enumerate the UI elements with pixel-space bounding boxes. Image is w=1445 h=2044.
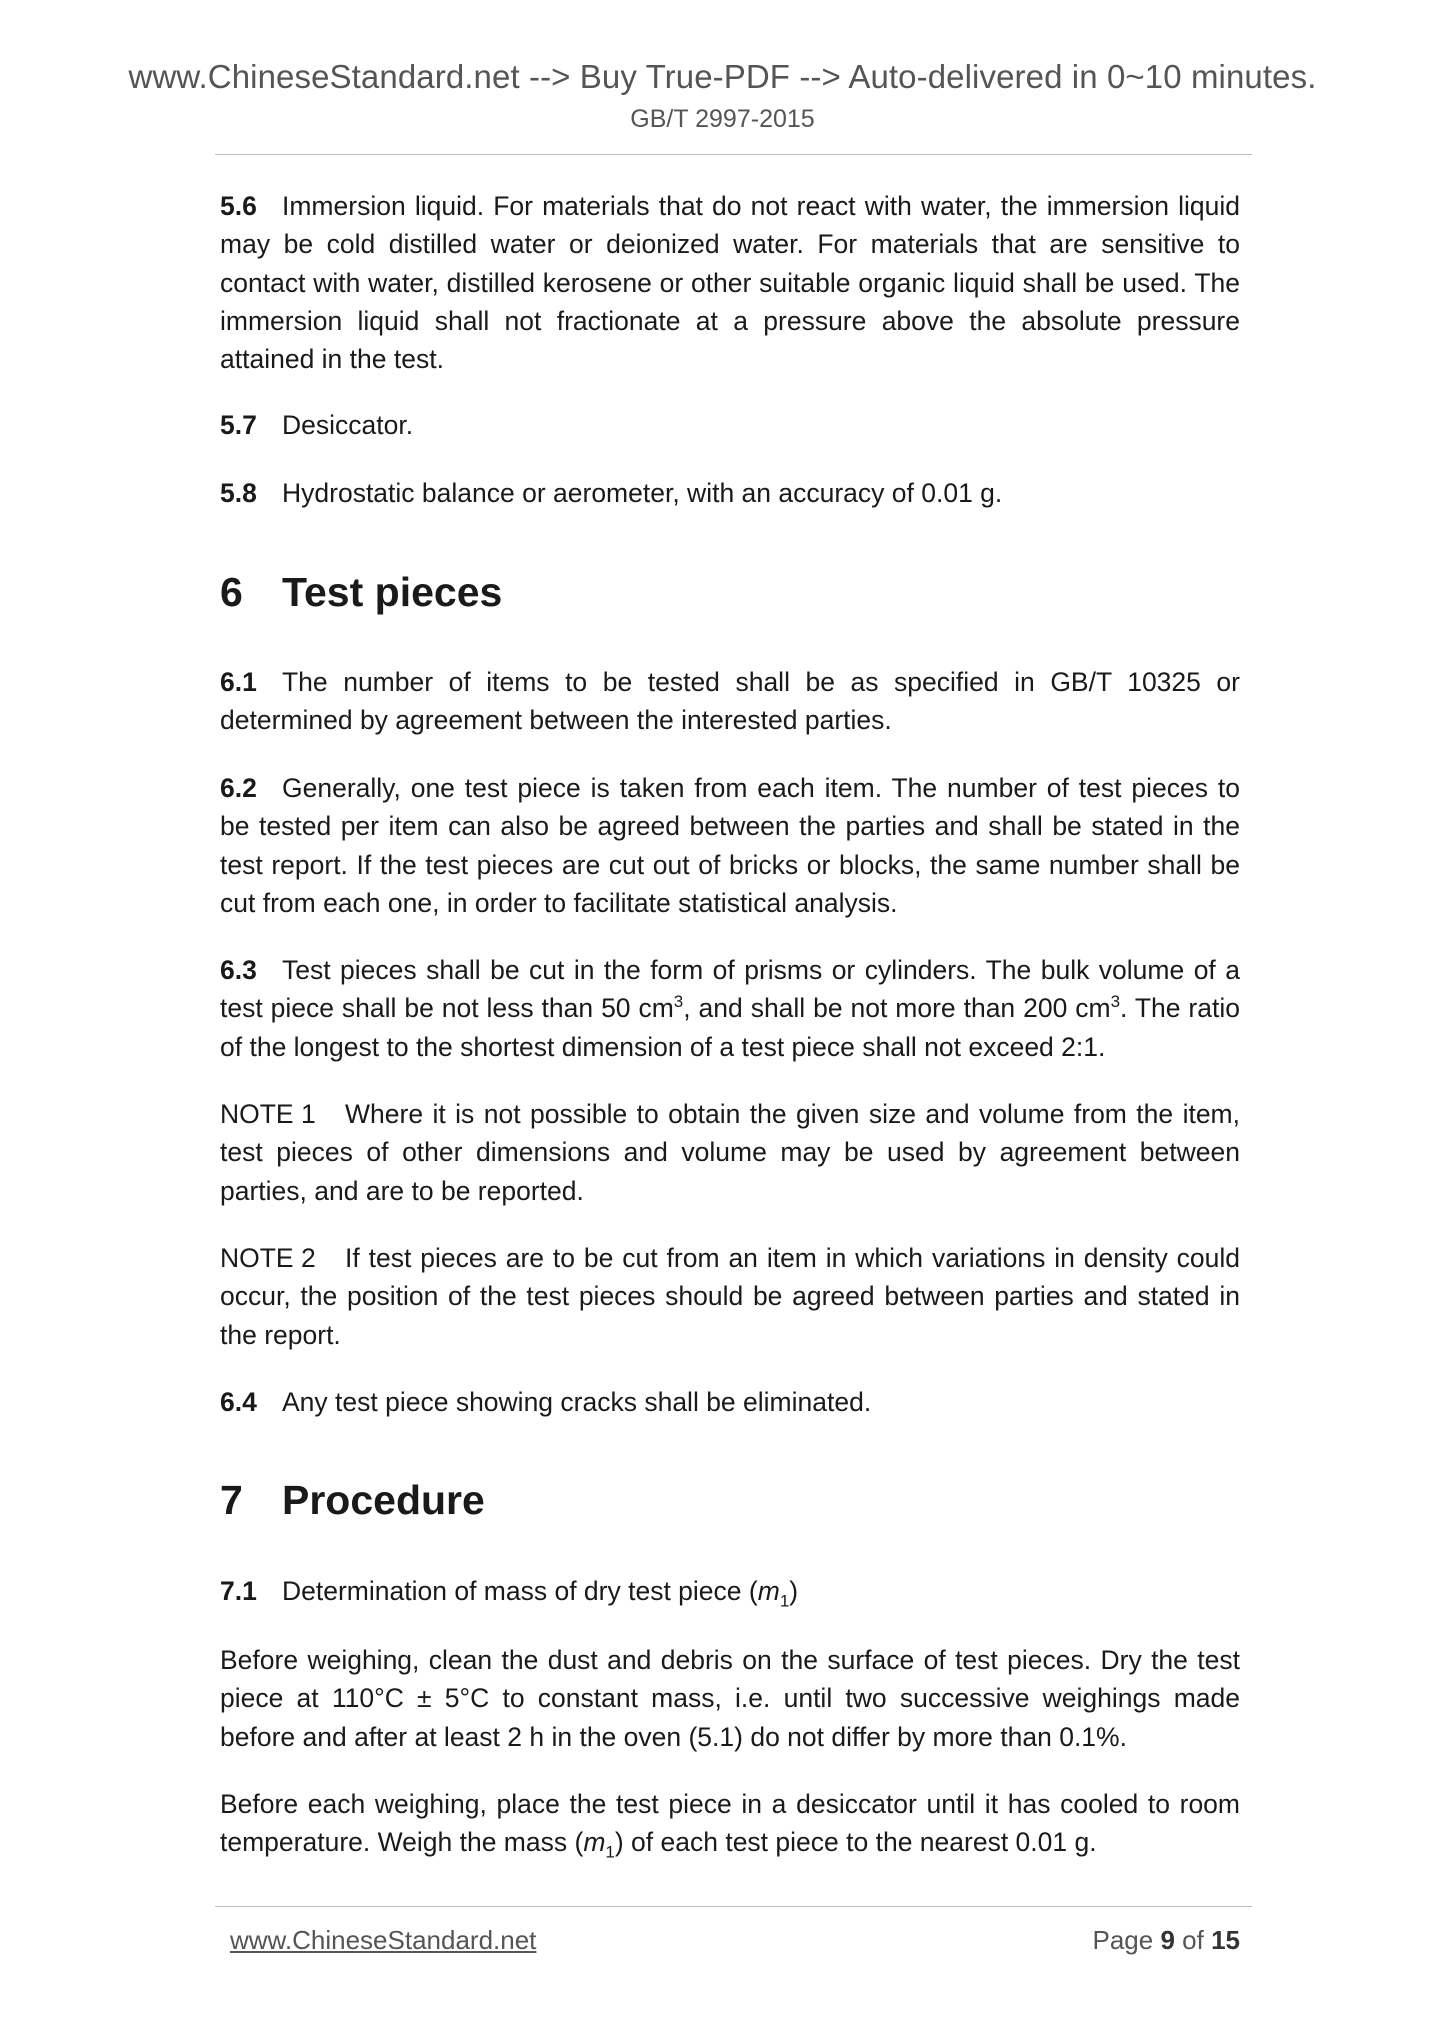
note-label: NOTE 2 <box>220 1243 316 1273</box>
paragraph-text: Before weighing, clean the dust and debris on the surface of test pieces. Dry the test piece at 110°C ± 5°C to constant mass, i.e. until two successive weighings made before and after at least 2 h in the oven (5.1) do not differ by more than 0.1%. <box>220 1645 1240 1752</box>
superscript: 3 <box>1110 992 1121 1012</box>
clause-number: 6.4 <box>220 1387 257 1417</box>
clause-number: 5.6 <box>220 191 257 221</box>
variable-m: m <box>757 1576 780 1606</box>
paragraph-text-part: ) of each test piece to the nearest 0.01 g. <box>614 1827 1097 1858</box>
section-heading-6 <box>220 568 502 616</box>
section-heading-7 <box>220 1476 485 1524</box>
clause-number: 6.3 <box>220 955 257 985</box>
clause-7-1 <box>220 1572 1240 1610</box>
header-standard-number: GB/T 2997-2015 <box>630 105 815 133</box>
note-label: NOTE 1 <box>220 1099 316 1129</box>
clause-6-3 <box>220 951 1240 1066</box>
clause-text-part: , and shall be not more than 200 cm <box>683 993 1111 1024</box>
clause-6-4 <box>220 1383 1240 1421</box>
paragraph-text-part: Before each weighing, place the test piece in a desiccator until it has cooled to room temperature. Weigh the mass ( <box>220 1789 1240 1858</box>
clause-text-part: ) <box>789 1576 799 1606</box>
clause-5-8 <box>220 474 1240 512</box>
footer-divider <box>215 1906 1252 1907</box>
page-number: 9 <box>1160 1925 1175 1955</box>
clause-5-6 <box>220 187 1240 378</box>
clause-text-part: . The ratio of the longest to the shortest dimension of a test piece shall not exceed 2:1. <box>220 993 1240 1062</box>
clause-text: Desiccator. <box>282 410 414 440</box>
paragraph-7-1-weigh <box>220 1785 1240 1862</box>
note-text: If test pieces are to be cut from an item in which variations in density could occur, the position of the test pieces should be agreed between parties and stated in the report. <box>220 1243 1240 1350</box>
page-label: Page <box>1092 1925 1154 1955</box>
subscript: 1 <box>779 1591 790 1611</box>
superscript: 3 <box>673 992 684 1012</box>
clause-text: The number of items to be tested shall be as specified in GB/T 10325 or determined by agreement between the interested parties. <box>220 667 1240 736</box>
paragraph-7-1-dry <box>220 1641 1240 1756</box>
clause-5-7 <box>220 406 1240 444</box>
page-indicator <box>1092 1925 1240 1956</box>
section-number: 7 <box>220 1477 243 1523</box>
clause-text-part: Test pieces shall be cut in the form of prisms or cylinders. The bulk volume of a test piece shall be not less than 50 cm <box>220 955 1240 1024</box>
clause-text-part: Determination of mass of dry test piece ( <box>282 1576 758 1606</box>
subscript: 1 <box>605 1842 615 1862</box>
clause-number: 6.2 <box>220 773 257 803</box>
clause-number: 7.1 <box>220 1576 257 1606</box>
clause-number: 5.7 <box>220 410 257 440</box>
page-of: of <box>1182 1925 1204 1955</box>
note-text: Where it is not possible to obtain the given size and volume from the item, test pieces of other dimensions and volume may be used by agreement between parties, and are to be reported. <box>220 1099 1240 1206</box>
note-1 <box>220 1095 1240 1210</box>
section-number: 6 <box>220 569 243 615</box>
footer-website-link[interactable]: www.ChineseStandard.net <box>230 1925 537 1955</box>
section-title: Test pieces <box>282 569 503 615</box>
clause-6-1 <box>220 663 1240 740</box>
clause-text: Any test piece showing cracks shall be eliminated. <box>282 1387 872 1417</box>
variable-m: m <box>583 1827 606 1858</box>
clause-6-2 <box>220 769 1240 922</box>
page-total: 15 <box>1211 1925 1240 1955</box>
clause-number: 5.8 <box>220 478 257 508</box>
section-title: Procedure <box>282 1477 485 1523</box>
clause-number: 6.1 <box>220 667 257 697</box>
header-divider <box>215 154 1252 155</box>
clause-text: Immersion liquid. For materials that do not react with water, the immersion liquid may be cold distilled water or deionized water. For materials that are sensitive to contact with water, distilled kerosene or other suitable organic liquid shall be used. The immersion liquid shall not fractionate at a pressure above the absolute pressure attained in the test. <box>220 191 1240 375</box>
note-2 <box>220 1239 1240 1354</box>
header-banner: www.ChineseStandard.net --> Buy True-PDF --> Auto-delivered in 0~10 minutes. <box>128 58 1317 95</box>
clause-text: Generally, one test piece is taken from each item. The number of test pieces to be tested per item can also be agreed between the parties and shall be stated in the test report. If the test pieces are cut out of bricks or blocks, the same number shall be cut from each one, in order to facilitate statistical analysis. <box>220 773 1240 918</box>
clause-text: Hydrostatic balance or aerometer, with an accuracy of 0.01 g. <box>282 478 1003 508</box>
